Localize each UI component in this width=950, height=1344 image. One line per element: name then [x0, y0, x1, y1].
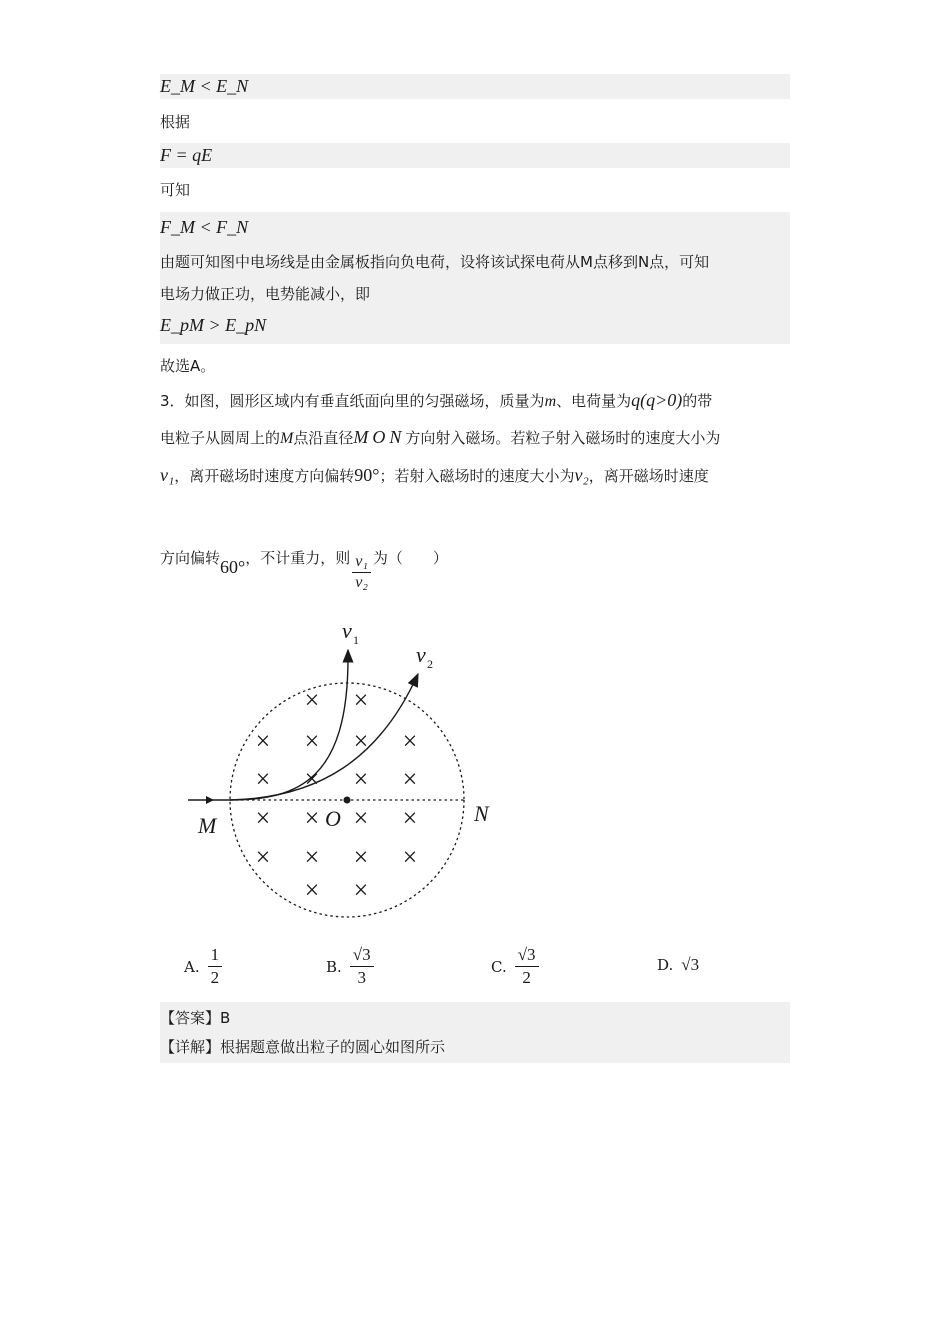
question-text: 电粒子从圆周上的	[160, 429, 281, 447]
field-cross: ×	[304, 803, 320, 833]
question-text: ，离开磁场时速度方向偏转	[174, 467, 355, 485]
explanation-line-1: 由题可知图中电场线是由金属板指向负电荷，设将该试探电荷从M点移到N点，可知	[160, 253, 710, 271]
option-label: D.	[657, 956, 674, 974]
option-fraction	[515, 944, 539, 989]
field-cross: ×	[304, 875, 320, 905]
question-text: 点沿直径	[293, 429, 354, 447]
question-text: 的带	[682, 392, 713, 410]
var-v1: v₁	[160, 465, 175, 485]
text-kezhi: 可知	[160, 181, 191, 199]
equation-text: E_M < E_N	[160, 76, 249, 96]
fraction-numerator: √3	[350, 944, 374, 967]
var-charge: q(q>0)	[631, 390, 683, 410]
field-cross: ×	[255, 726, 271, 756]
center-point	[344, 797, 351, 804]
option-value: √3	[681, 955, 700, 974]
field-cross: ×	[304, 726, 320, 756]
option-fraction	[208, 944, 223, 989]
question-line-3	[160, 463, 790, 489]
equation-text: F = qE	[160, 145, 213, 165]
var-M: M	[280, 430, 294, 447]
question-text: ，不计重力，则	[245, 549, 351, 567]
question-text: ；若射入磁场时的速度大小为	[379, 467, 575, 485]
fraction-numerator: 1	[208, 944, 223, 967]
option-label: A.	[184, 957, 200, 976]
fraction-numerator: √3	[515, 944, 539, 967]
field-cross: ×	[304, 764, 320, 794]
question-text: 方向射入磁场。若粒子射入磁场时的速度大小为	[405, 429, 721, 447]
incoming-arrowhead	[206, 796, 214, 804]
field-cross: ×	[255, 842, 271, 872]
fraction-denominator: 3	[357, 968, 366, 987]
field-cross: ×	[353, 842, 369, 872]
magnetic-field-figure	[180, 618, 510, 928]
equation-em-en	[160, 74, 790, 99]
question-text: 为（ ）	[372, 549, 448, 567]
field-cross: ×	[353, 685, 369, 715]
question-text: 、电荷量为	[556, 392, 632, 410]
text-genju: 根据	[160, 113, 191, 131]
equation-ep: E_pM > E_pN	[160, 315, 267, 335]
trajectory-v1	[230, 650, 348, 800]
var-v2: v₂	[574, 465, 589, 485]
field-cross: ×	[304, 842, 320, 872]
field-cross: ×	[353, 764, 369, 794]
option-label: C.	[491, 957, 507, 976]
equation-fm-fn: F_M < F_N	[160, 217, 249, 237]
question-text: 方向偏转	[160, 549, 221, 567]
var-MON: MON	[353, 427, 406, 447]
label-v1-sub: 1	[353, 633, 359, 647]
question-text: 如图，圆形区域内有垂直纸面向里的匀强磁场，质量为	[184, 392, 545, 410]
field-cross: ×	[402, 764, 418, 794]
field-cross: ×	[402, 842, 418, 872]
question-text: ，离开磁场时速度	[588, 467, 709, 485]
field-cross: ×	[402, 726, 418, 756]
label-v2-sub: 2	[427, 657, 433, 671]
question-line-4	[160, 538, 790, 591]
question-line-1	[160, 388, 790, 414]
question-line-2	[160, 425, 790, 451]
text-select: 故选A。	[160, 357, 216, 375]
label-v2: v	[416, 642, 426, 667]
field-cross: ×	[304, 685, 320, 715]
angle-60: 60°	[220, 557, 246, 577]
option-fraction	[350, 944, 374, 989]
detail-line: 【详解】根据题意做出粒子的圆心如图所示	[160, 1038, 446, 1056]
field-cross: ×	[353, 803, 369, 833]
fraction-numerator: v₁	[352, 552, 371, 573]
answer-block	[160, 1002, 790, 1063]
ratio-fraction	[352, 552, 371, 593]
fraction-denominator: 2	[210, 968, 220, 987]
label-N: N	[474, 801, 489, 826]
var-m: m	[544, 393, 557, 410]
option-a[interactable]	[184, 944, 222, 989]
explanation-block	[160, 212, 790, 344]
option-label: B.	[326, 957, 342, 976]
fraction-denominator: 2	[522, 968, 531, 987]
field-cross: ×	[353, 726, 369, 756]
label-O: O	[325, 806, 341, 831]
question-number: 3．	[160, 392, 185, 410]
option-c[interactable]	[491, 944, 539, 989]
option-d[interactable]	[657, 955, 699, 975]
field-cross: ×	[402, 803, 418, 833]
explanation-line-2: 电场力做正功，电势能减小，即	[160, 285, 371, 303]
field-cross: ×	[353, 875, 369, 905]
field-cross: ×	[255, 803, 271, 833]
option-b[interactable]	[326, 944, 374, 989]
label-M: M	[198, 813, 217, 838]
angle-90: 90°	[354, 465, 380, 485]
equation-f-qe	[160, 143, 790, 168]
label-v1: v	[342, 618, 352, 643]
answer-line: 【答案】B	[160, 1009, 231, 1027]
field-cross: ×	[255, 764, 271, 794]
fraction-denominator: v₂	[355, 574, 368, 591]
